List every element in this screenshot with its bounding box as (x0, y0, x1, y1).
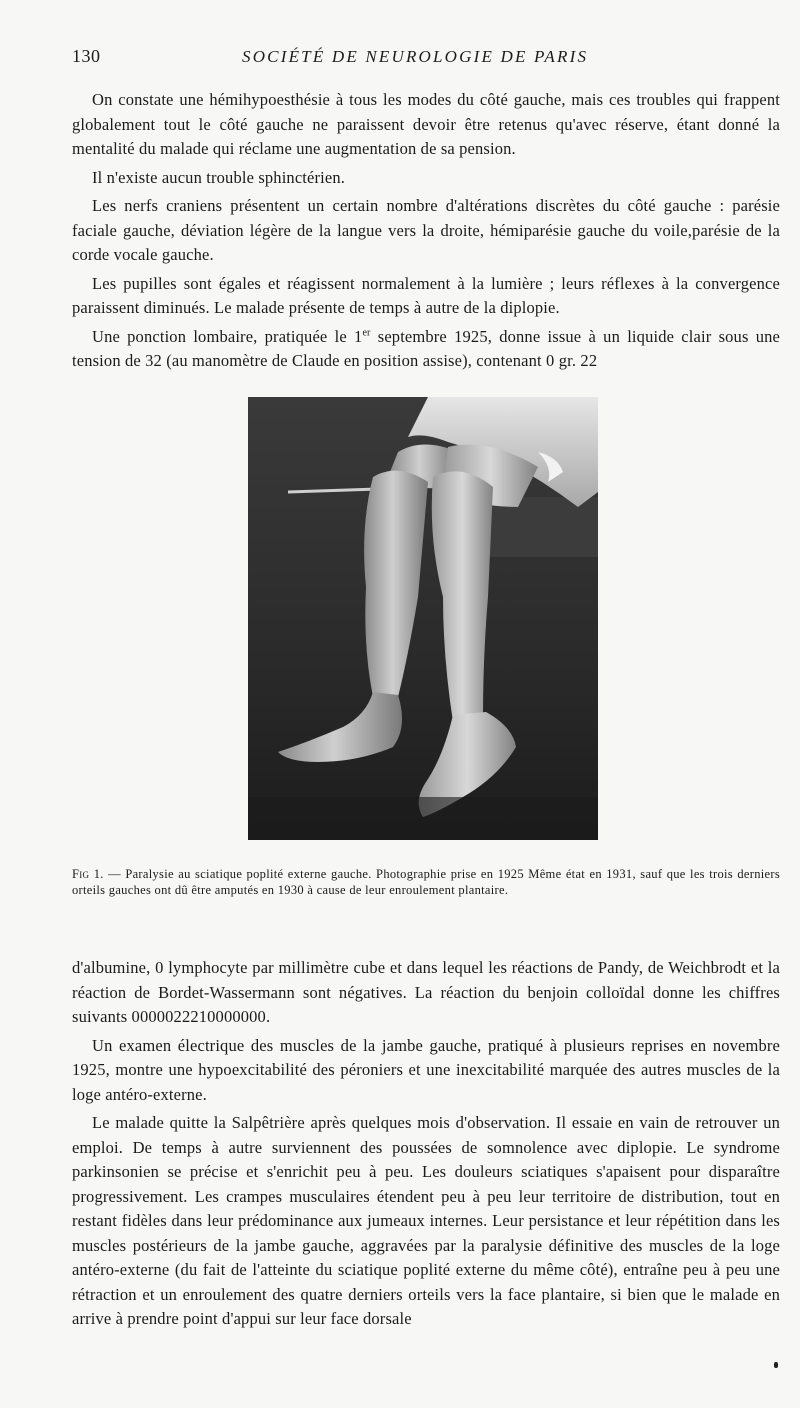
figure-label: Fig 1. (72, 867, 104, 881)
paragraph: Un examen électrique des muscles de la jambe gauche, pratiqué à plusieurs reprises en novembre 1925, montre une hypoexcitabilité des péroniers et une inexcitabilité marquée des autres muscles de la loge antéro-externe. (72, 1035, 780, 1104)
figure-caption (72, 866, 780, 898)
paragraph: d'albumine, 0 lymphocyte par millimètre cube et dans lequel les réactions de Pandy, de Weichbrodt et la réaction de Bordet-Wassermann sont négatives. La réaction du benjoin colloïdal donne les chiffres suivants 0000022210000000. (72, 958, 780, 1026)
puncture-text-start: Une ponction lombaire, pratiquée le 1 (92, 326, 363, 346)
page-header (72, 46, 766, 70)
figure-photograph (248, 397, 598, 840)
legs-photograph (248, 397, 598, 840)
running-title: SOCIÉTÉ DE NEUROLOGIE DE PARIS (242, 47, 589, 66)
paragraph: Les pupilles sont égales et réagissent normalement à la lumière ; leurs réflexes à la convergence paraissent diminués. Le malade présente de temps à autre de la diplopie. (72, 273, 780, 317)
ordinal-superscript: er (362, 327, 371, 338)
body-text-bottom (72, 956, 780, 1336)
body-text-top (72, 88, 780, 378)
puncture-text-end: septembre 1925, donne issue à un liquide clair sous une tension de 32 (au manomètre de Claude en position assise), contenant 0 gr. 22 (72, 326, 781, 370)
caption-text: — Paralysie au sciatique poplité externe gauche. Photographie prise en 1925 Même état en 1931, sauf que les trois derniers orteils gauches ont dû être amputés en 1930 à cause de leur enroulement plantaire. (72, 867, 781, 897)
paragraph: Le malade quitte la Salpêtrière après quelques mois d'observation. Il essaie en vain de retrouver un emploi. De temps à autre surviennent des poussées de somnolence avec diplopie. Le syndrome parkinsonien se précise et s'enrichit peu à peu. Les douleurs sciatiques s'apaisent pour disparaître progressivement. Les crampes musculaires étendent peu à peu leur territoire de distribution, tout en restant fidèles dans leur prédominance aux jumeaux internes. Leur persistance et leur répétition dans les muscles postérieurs de la jambe gauche, aggravées par la paralysie définitive des muscles de la loge antéro-externe (du fait de l'atteinte du sciatique poplité externe du même côté), entraîne peu à peu une rétraction et un enroulement des quatre derniers orteils vers la face plantaire, si bien que le malade en arrive à prendre point d'appui sur leur face dorsale (72, 1113, 780, 1328)
ink-speck (774, 1362, 778, 1368)
paragraph-lumbar-puncture (72, 325, 780, 374)
paragraph: Il n'existe aucun trouble sphinctérien. (92, 167, 346, 187)
paragraph: Les nerfs craniens présentent un certain nombre d'altérations discrètes du côté gauche : parésie faciale gauche, déviation légère de la langue vers la droite, hémiparésie gauche du voile,parésie de la corde vocale gauche. (72, 196, 780, 264)
page-number: 130 (72, 46, 101, 66)
paragraph: On constate une hémihypoesthésie à tous les modes du côté gauche, mais ces troubles qui frappent globalement tout le côté gauche ne paraissent devoir être retenus qu'avec réserve, étant donné la mentalité du malade qui réclame une augmentation de sa pension. (72, 90, 780, 158)
